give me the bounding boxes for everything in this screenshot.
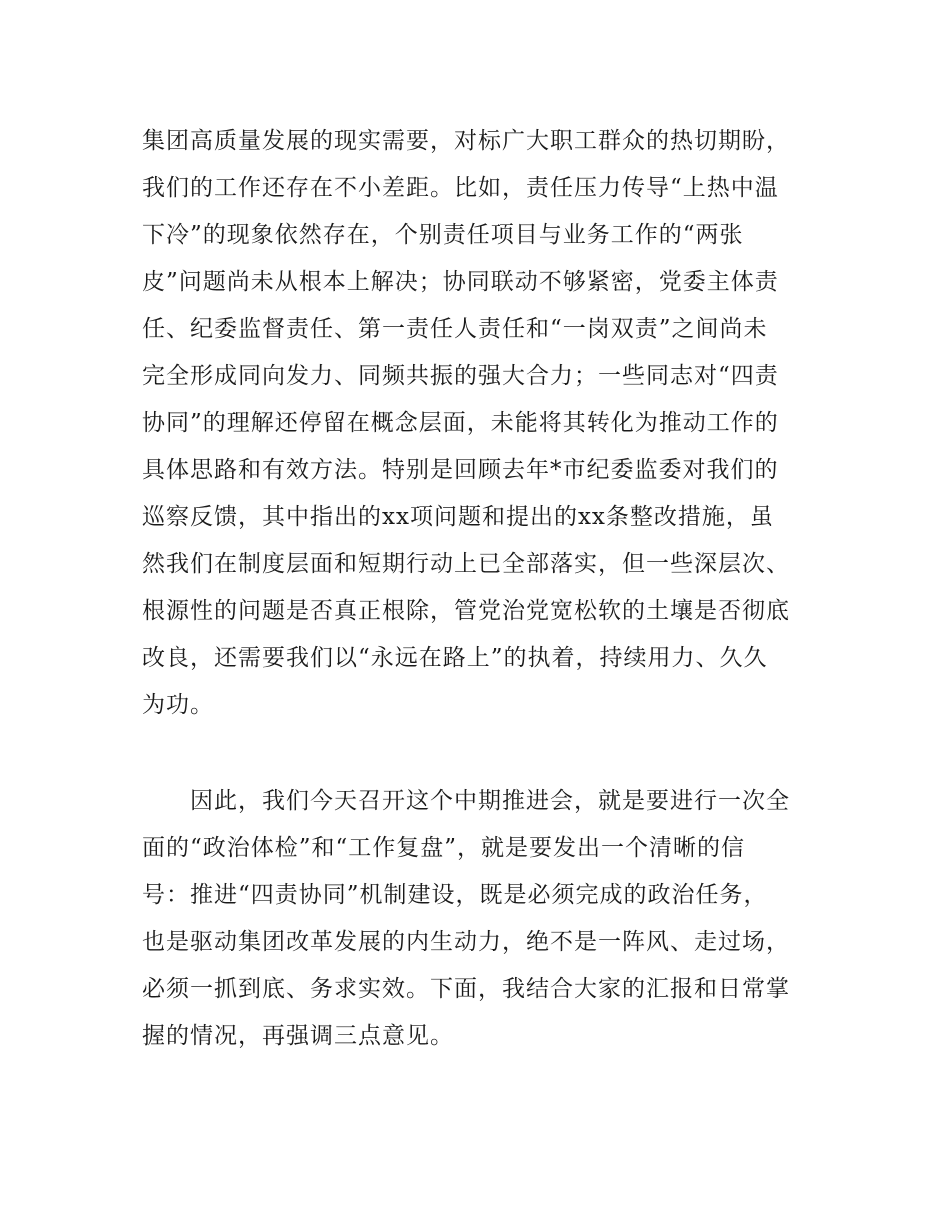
text-line: 集团高质量发展的现实需要，对标广大职工群众的热切期盼， (142, 128, 790, 154)
text-line: 面的“政治体检”和“工作复盘”，就是要发出一个清晰的信 (142, 835, 746, 861)
text-line: 因此，我们今天召开这个中期推进会，就是要进行一次全 (190, 788, 790, 814)
text-line: 完全形成同向发力、同频共振的强大合力；一些同志对“四责 (142, 363, 779, 389)
text-line: 号：推进“四责协同”机制建设，既是必须完成的政治任务， (142, 882, 768, 908)
text-line: 具体思路和有效方法。特别是回顾去年*市纪委监委对我们的 (142, 457, 779, 483)
text-line: 必须一抓到底、务求实效。下面，我结合大家的汇报和日常掌 (142, 976, 790, 1002)
text-line: 协同”的理解还停留在概念层面，未能将其转化为推动工作的 (142, 410, 779, 436)
text-line: 然我们在制度层面和短期行动上已全部落实，但一些深层次、 (142, 551, 790, 577)
paragraph-2 (142, 778, 812, 1060)
text-line: 根源性的问题是否真正根除，管党治党宽松软的土壤是否彻底 (142, 598, 790, 624)
text-line: 皮”问题尚未从根本上解决；协同联动不够紧密，党委主体责 (142, 269, 779, 295)
paragraph-1 (142, 118, 812, 729)
text-line: 握的情况，再强调三点意见。 (142, 1023, 454, 1049)
text-line: 改良，还需要我们以“永远在路上”的执着，持续用力、久久 (142, 645, 768, 671)
text-line: 巡察反馈，其中指出的xx项问题和提出的xx条整改措施，虽 (142, 504, 774, 530)
text-line: 任、纪委监督责任、第一责任人责任和“一岗双责”之间尚未 (142, 316, 768, 342)
text-line: 也是驱动集团改革发展的内生动力，绝不是一阵风、走过场， (142, 929, 790, 955)
text-line: 为功。 (142, 692, 214, 718)
text-line: 下冷”的现象依然存在，个别责任项目与业务工作的“两张 (142, 222, 744, 248)
text-line: 我们的工作还存在不小差距。比如，责任压力传导“上热中温 (142, 175, 779, 201)
